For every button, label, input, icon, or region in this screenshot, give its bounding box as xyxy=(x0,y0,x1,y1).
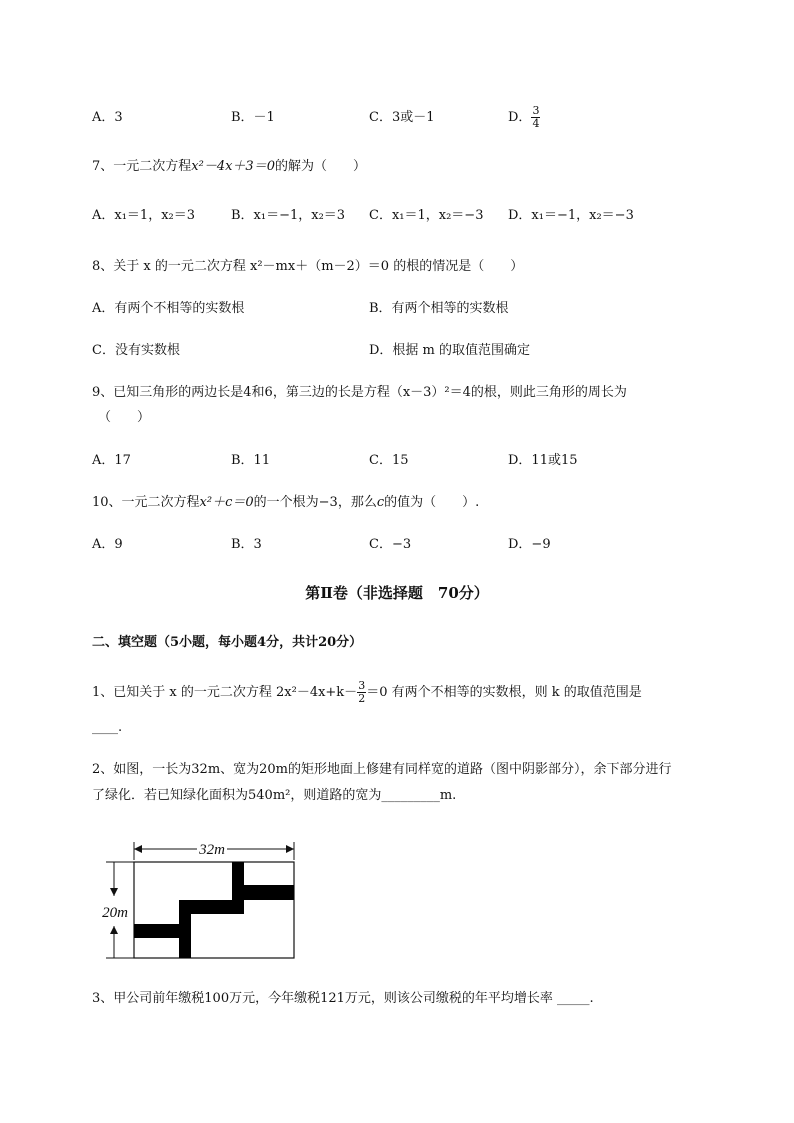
q6-option-c: C．3或－1 xyxy=(369,110,435,125)
f2-line2: 了绿化．若已知绿化面积为540m²，则道路的宽为_________m. xyxy=(92,788,457,803)
q7-option-d: D．x₁＝−1，x₂＝−3 xyxy=(508,208,634,223)
q6-option-b: B．－1 xyxy=(231,110,275,125)
q9-stem-line1: 9、已知三角形的两边长是4和6，第三边的长是方程（x－3）²＝4的根，则此三角形的周长为 xyxy=(92,385,627,400)
q7-stem xyxy=(92,158,366,176)
f1-stem xyxy=(92,675,642,711)
q10-stem-pre: 10、一元二次方程 xyxy=(92,495,200,510)
q10-stem-post: 的值为（ ）. xyxy=(384,495,480,510)
q10-equation: x²＋c＝0 xyxy=(199,495,254,510)
q7-equation: x²－4x＋3＝0 xyxy=(191,159,275,174)
q10-stem xyxy=(92,494,479,512)
q8-option-c: C．没有实数根 xyxy=(92,343,180,358)
q6-option-a: A．3 xyxy=(92,110,123,125)
q8-stem: 8、关于 x 的一元二次方程 x²－mx＋（m－2）＝0 的根的情况是（ ） xyxy=(92,259,524,274)
width-label: 20m xyxy=(102,905,128,921)
f1-frac-num: 3 xyxy=(358,679,366,692)
part2-title: 第Ⅱ卷（非选择题 70分） xyxy=(305,584,489,602)
road-diagram xyxy=(96,832,306,964)
q10-stem-mid: 的一个根为−3，那么 xyxy=(253,495,377,510)
q8-option-b: B．有两个相等的实数根 xyxy=(369,301,509,316)
q7-option-b: B．x₁＝−1，x₂＝3 xyxy=(231,208,346,223)
road-horizontal-top xyxy=(232,885,294,900)
q9-option-c: C．15 xyxy=(369,453,409,468)
f1-fraction xyxy=(357,680,366,705)
q10-option-a: A．9 xyxy=(92,537,123,552)
q7-option-a: A．x₁＝1，x₂＝3 xyxy=(92,208,196,223)
q8-option-a: A．有两个不相等的实数根 xyxy=(92,301,245,316)
length-arrow-left xyxy=(134,845,142,853)
q10-option-c: C．−3 xyxy=(369,537,412,552)
f1-stem-pre: 1、已知关于 x 的一元二次方程 2x²－4x+k－ xyxy=(92,685,358,700)
q6-frac-den: 4 xyxy=(532,117,540,130)
length-label: 32m xyxy=(199,842,225,858)
q10-option-d: D．−9 xyxy=(508,537,551,552)
q6-option-d-fraction xyxy=(531,105,540,130)
q9-option-a: A．17 xyxy=(92,453,131,468)
q7-stem-pre: 7、一元二次方程 xyxy=(92,159,192,174)
f1-frac-den: 2 xyxy=(358,692,366,705)
road-horizontal-bottom xyxy=(134,924,191,938)
length-arrow-right xyxy=(286,845,294,853)
f3-stem: 3、甲公司前年缴税100万元，今年缴税121万元，则该公司缴税的年平均增长率 _____. xyxy=(92,991,594,1006)
q7-stem-post: 的解为（ ） xyxy=(274,159,366,174)
q10-var: c xyxy=(376,495,385,510)
q9-option-d: D．11或15 xyxy=(508,453,578,468)
q9-stem-line2: （ ） xyxy=(98,410,151,425)
q6-option-d-prefix: D． xyxy=(508,110,532,125)
f1-blank: ____. xyxy=(92,720,123,735)
q9-option-b: B．11 xyxy=(231,453,271,468)
q6-frac-num: 3 xyxy=(532,104,540,117)
q8-option-d: D．根据 m 的取值范围确定 xyxy=(369,343,531,358)
q7-option-c: C．x₁＝1，x₂＝−3 xyxy=(369,208,484,223)
width-arrow-down xyxy=(110,888,118,896)
f2-line1: 2、如图，一长为32m、宽为20m的矩形地面上修建有同样宽的道路（图中阴影部分），余下部分进行 xyxy=(92,762,672,777)
q10-option-b: B．3 xyxy=(231,537,262,552)
section2-heading: 二、填空题（5小题，每小题4分，共计20分） xyxy=(92,635,363,650)
f1-stem-post: ＝0 有两个不相等的实数根，则 k 的取值范围是 xyxy=(366,685,642,700)
width-arrow-up xyxy=(110,926,118,934)
q6-option-d xyxy=(508,100,540,136)
